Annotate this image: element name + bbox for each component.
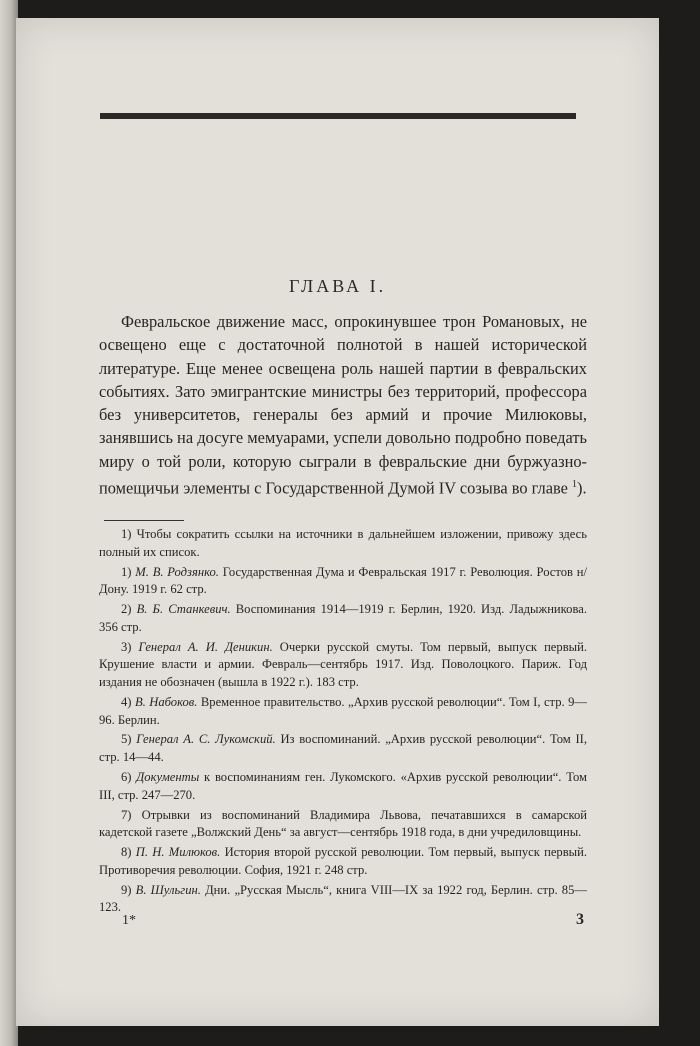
footnote-text: Чтобы сократить ссылки на источники в дальнейшем изложении, привожу здесь полный их список. <box>99 527 587 559</box>
body-end: ). <box>577 478 587 498</box>
footnote-num: 7) <box>121 807 132 822</box>
footnote <box>99 844 587 879</box>
footnote-author: Генерал А. И. Деникин. <box>138 639 273 654</box>
footnote-text: Отрывки из воспоминаний Владимира Львова, печатавшихся в самарской кадетской газете „Волжский День“ за август—сентябрь 1918 года, в дни учредиловщины. <box>99 807 588 840</box>
footnote-author: В. Набоков. <box>134 694 198 709</box>
footnote-text: Воспоминания 1914—1919 г. Берлин, 1920. Изд. Ладыжникова. 356 стр. <box>99 602 587 634</box>
footnote-text: История второй русской революции. Том первый, выпуск первый. Противоречия революции. София, 1921 г. 248 стр. <box>99 845 588 877</box>
footnote-author: Генерал А. С. Лукомский. <box>136 732 276 747</box>
footnote <box>99 564 587 599</box>
footnote-rule <box>104 520 184 521</box>
footnote-num: 9) <box>121 882 132 897</box>
header-rule <box>100 113 576 119</box>
footnote-num: 4) <box>121 694 132 709</box>
footnote <box>99 694 587 729</box>
footnote <box>99 639 587 692</box>
footnote-author: М. В. Родзянко. <box>135 564 219 579</box>
footnote <box>99 882 587 917</box>
signature-mark: 1* <box>122 913 136 928</box>
footnote-author: В. Б. Станкевич. <box>136 602 231 617</box>
footnote-text: Временное правительство. „Архив русской революции“. Том I, стр. 9—96. Берлин. <box>99 694 587 727</box>
footnotes <box>99 526 587 919</box>
footnote-text: Очерки русской смуты. Том первый, выпуск первый. Крушение власти и армии. Февраль—сентябрь 1917. Изд. Поволоцкого. Париж. Год издания не обозначен (вышла в 1922 г.). 183 стр. <box>99 639 587 689</box>
body-text: Февральское движение масс, опрокинувшее трон Романовых, не освещено еще с достаточной полнотой в нашей исторической литературе. Еще менее освещена роль нашей партии в февральских событиях. Зато эмигрантские министры без территорий, профессора без университетов, генералы без армий и прочие Милюковы, занявшись на досуге мемуарами, успели довольно подробно поведать миру о той роли, которую сыграли в февральские дни буржуазно-помещичьи элементы с Государственной Думой IV созыва во главе <box>99 312 587 498</box>
footnote-author: В. Шульгин. <box>135 882 201 897</box>
footnote-text: Из воспоминаний. „Архив русской революции“. Том II, стр. 14—44. <box>99 732 588 765</box>
footnote <box>99 807 587 842</box>
footnote-num: 6) <box>121 770 132 785</box>
footnote-num: 1) <box>121 564 132 579</box>
footnote <box>99 731 587 766</box>
footnote-text: к воспоминаниям ген. Лукомского. «Архив русской революции“. Том III, стр. 247—270. <box>99 770 587 802</box>
footnote-num: 1) <box>121 527 132 541</box>
footnote-text: Государственная Дума и Февральская 1917 г. Революция. Ростов н/Дону. 1919 г. 62 стр. <box>99 564 587 597</box>
footnote-ref: 1 <box>572 479 578 491</box>
footnote-num: 2) <box>121 602 132 617</box>
book-page <box>16 18 659 1026</box>
footnote <box>99 769 587 804</box>
footnote-author: П. Н. Милюков. <box>135 845 221 860</box>
footnote-author: Документы <box>136 770 200 785</box>
body-paragraph <box>99 310 587 500</box>
footnote-num: 8) <box>121 845 132 860</box>
footnote-num: 5) <box>121 732 132 747</box>
footnote <box>99 601 587 636</box>
footnote <box>99 526 587 561</box>
chapter-title: ГЛАВА I. <box>288 276 387 296</box>
footnote-text: Дни. „Русская Мысль“, книга VIII—IX за 1922 год, Берлин. стр. 85—123. <box>99 882 587 915</box>
page-number: 3 <box>576 911 584 928</box>
footnote-num: 3) <box>121 639 132 654</box>
